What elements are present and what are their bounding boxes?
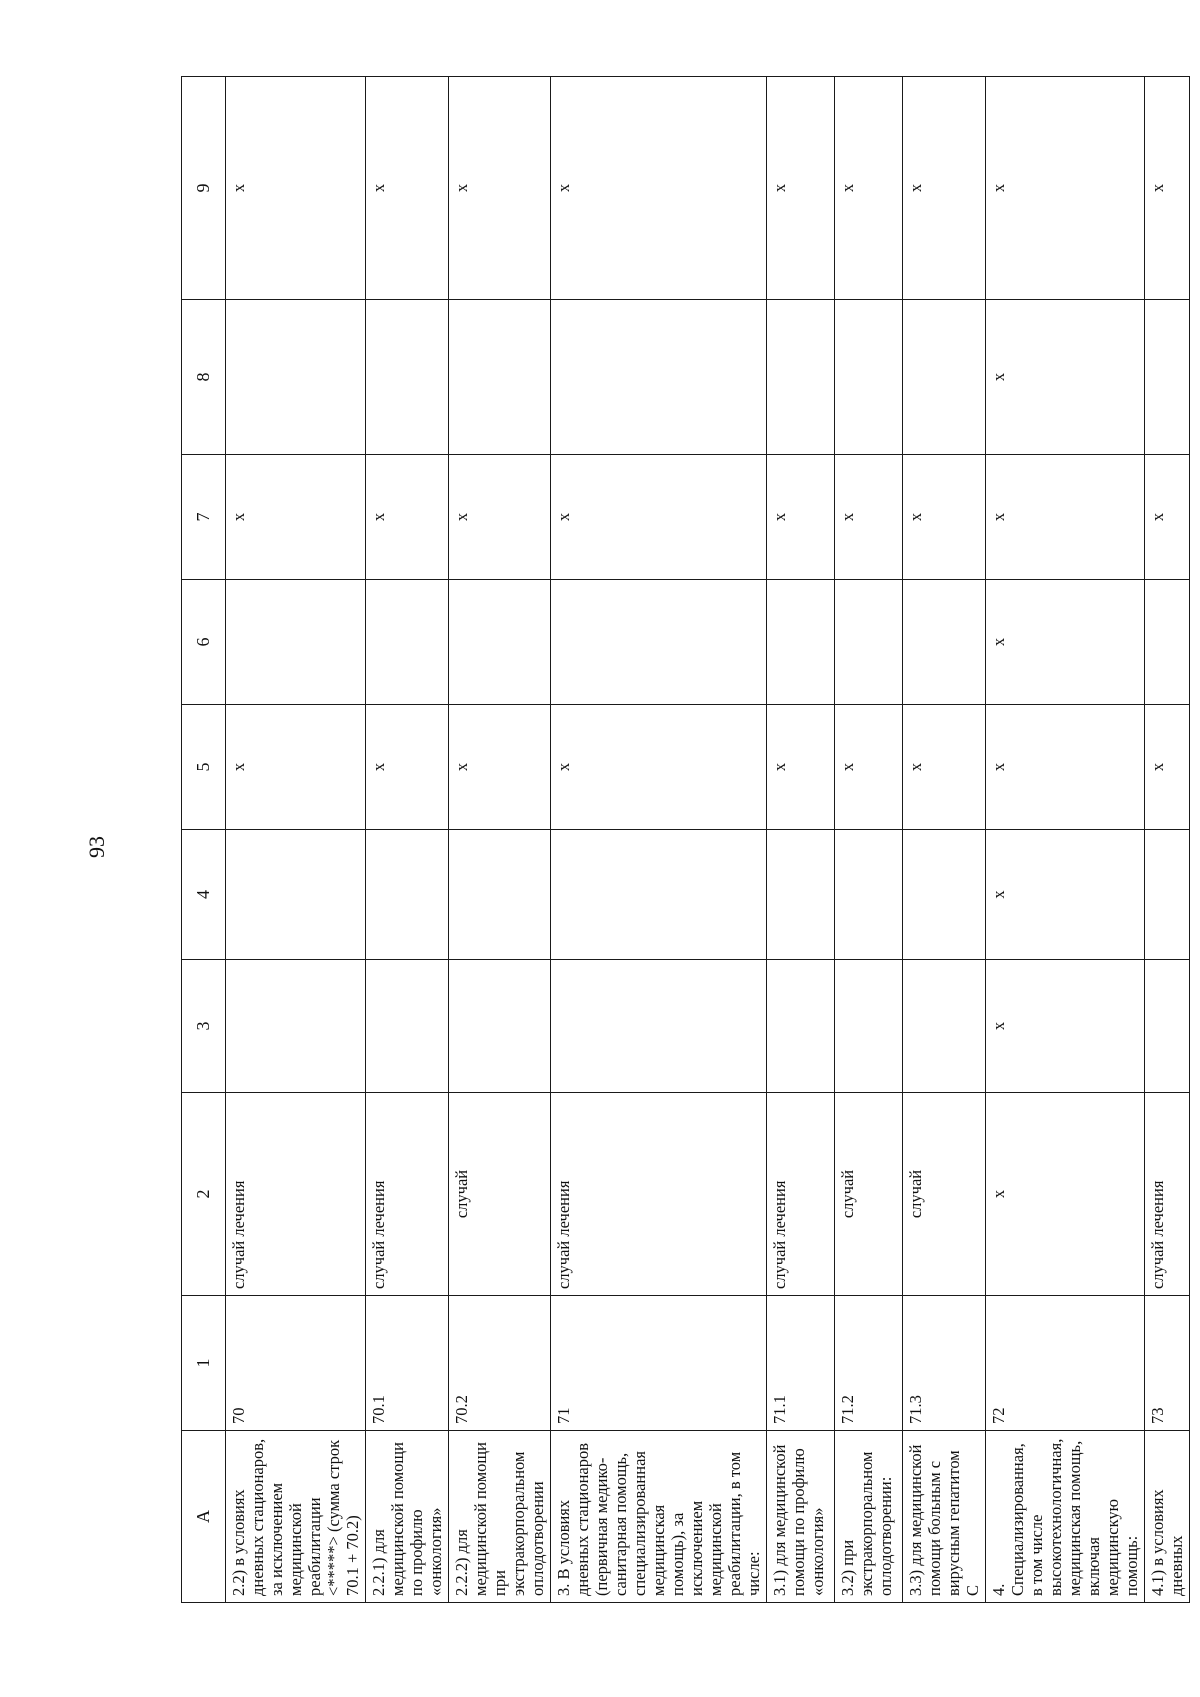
line-number-cell: 71.3 (903, 1296, 986, 1431)
rotated-table-sheet (181, 77, 1186, 1603)
value-cell (903, 960, 986, 1093)
value-cell (767, 580, 835, 705)
unit-cell: случай лечения (551, 1093, 767, 1296)
column-header: 8 (182, 300, 226, 455)
value-cell: x (1145, 77, 1190, 300)
value-cell: x (551, 455, 767, 580)
value-cell (1145, 580, 1190, 705)
value-cell (449, 300, 551, 455)
column-header: 4 (182, 830, 226, 960)
value-cell: x (226, 705, 366, 830)
table-header-row (182, 77, 226, 1603)
column-header: 2 (182, 1093, 226, 1296)
line-number-cell: 71.2 (835, 1296, 903, 1431)
column-header: 3 (182, 960, 226, 1093)
unit-cell: случай (449, 1093, 551, 1296)
value-cell (835, 830, 903, 960)
value-cell (835, 960, 903, 1093)
value-cell: x (986, 705, 1145, 830)
value-cell (1145, 960, 1190, 1093)
value-cell: x (835, 705, 903, 830)
value-cell: x (903, 455, 986, 580)
value-cell: x (551, 77, 767, 300)
row-label-cell: 2.2) в условиях дневных стационаров, за исключением медицинской реабилитации <*****> (сумма строк 70.1 + 70.2) (226, 1431, 366, 1603)
value-cell: x (986, 580, 1145, 705)
unit-cell: случай лечения (767, 1093, 835, 1296)
table-row (767, 77, 835, 1603)
table-row (449, 77, 551, 1603)
value-cell (449, 580, 551, 705)
table-row (226, 77, 366, 1603)
value-cell: x (449, 705, 551, 830)
line-number-cell: 70 (226, 1296, 366, 1431)
table-row (986, 77, 1145, 1603)
data-table (181, 76, 1190, 1603)
table-row (1145, 77, 1190, 1603)
value-cell: x (903, 77, 986, 300)
unit-cell: x (986, 1093, 1145, 1296)
column-header: 1 (182, 1296, 226, 1431)
unit-cell: случай (835, 1093, 903, 1296)
value-cell (366, 830, 449, 960)
value-cell: x (449, 455, 551, 580)
unit-cell: случай лечения (226, 1093, 366, 1296)
line-number-cell: 71 (551, 1296, 767, 1431)
line-number-cell: 72 (986, 1296, 1145, 1431)
table-row (551, 77, 767, 1603)
value-cell: x (1145, 455, 1190, 580)
row-label-cell: 3.1) для медицинской помощи по профилю «онкология» (767, 1431, 835, 1603)
value-cell: x (767, 455, 835, 580)
row-label-cell: 4.1) в условиях дневных (1145, 1431, 1190, 1603)
value-cell: x (835, 455, 903, 580)
unit-cell: случай (903, 1093, 986, 1296)
unit-cell: случай лечения (1145, 1093, 1190, 1296)
value-cell: x (986, 960, 1145, 1093)
line-number-cell: 73 (1145, 1296, 1190, 1431)
value-cell (226, 960, 366, 1093)
value-cell (551, 830, 767, 960)
value-cell (366, 300, 449, 455)
value-cell: x (226, 77, 366, 300)
column-header: 9 (182, 77, 226, 300)
unit-cell: случай лечения (366, 1093, 449, 1296)
row-label-cell: 2.2.2) для медицинской помощи при экстракорпоральном оплодотворении (449, 1431, 551, 1603)
value-cell (767, 830, 835, 960)
value-cell: x (366, 77, 449, 300)
row-label-cell: 3. В условиях дневных стационаров (первичная медико-санитарная помощь, специализированная медицинская помощь), за исключением медицинской реабилитации, в том числе: (551, 1431, 767, 1603)
value-cell (903, 830, 986, 960)
column-header: 7 (182, 455, 226, 580)
page-number: 93 (84, 836, 109, 858)
value-cell: x (366, 455, 449, 580)
value-cell: x (986, 455, 1145, 580)
table-row (366, 77, 449, 1603)
value-cell (903, 300, 986, 455)
table-row (835, 77, 903, 1603)
value-cell: x (449, 77, 551, 300)
value-cell (366, 580, 449, 705)
value-cell (551, 300, 767, 455)
value-cell: x (226, 455, 366, 580)
value-cell (226, 300, 366, 455)
value-cell: x (986, 77, 1145, 300)
value-cell (835, 580, 903, 705)
value-cell (1145, 830, 1190, 960)
line-number-cell: 70.1 (366, 1296, 449, 1431)
column-header: 6 (182, 580, 226, 705)
value-cell (226, 580, 366, 705)
row-label-cell: 3.3) для медицинской помощи больным с вирусным гепатитом С (903, 1431, 986, 1603)
value-cell (835, 300, 903, 455)
value-cell (767, 300, 835, 455)
row-label-cell: 3.2) при экстракорпоральном оплодотворении: (835, 1431, 903, 1603)
column-header: 5 (182, 705, 226, 830)
value-cell: x (767, 705, 835, 830)
value-cell: x (835, 77, 903, 300)
value-cell: x (767, 77, 835, 300)
value-cell (551, 960, 767, 1093)
value-cell (366, 960, 449, 1093)
value-cell: x (366, 705, 449, 830)
value-cell (1145, 300, 1190, 455)
value-cell (903, 580, 986, 705)
value-cell: x (551, 705, 767, 830)
value-cell (449, 960, 551, 1093)
line-number-cell: 70.2 (449, 1296, 551, 1431)
line-number-cell: 71.1 (767, 1296, 835, 1431)
table-row (903, 77, 986, 1603)
value-cell (226, 830, 366, 960)
value-cell: x (986, 830, 1145, 960)
value-cell (551, 580, 767, 705)
value-cell: x (986, 300, 1145, 455)
column-header: A (182, 1431, 226, 1603)
value-cell: x (903, 705, 986, 830)
value-cell (767, 960, 835, 1093)
value-cell: x (1145, 705, 1190, 830)
row-label-cell: 2.2.1) для медицинской помощи по профилю «онкология» (366, 1431, 449, 1603)
value-cell (449, 830, 551, 960)
row-label-cell: 4. Специализированная, в том числе высокотехнологичная, медицинская помощь, включая медицинскую помощь: (986, 1431, 1145, 1603)
